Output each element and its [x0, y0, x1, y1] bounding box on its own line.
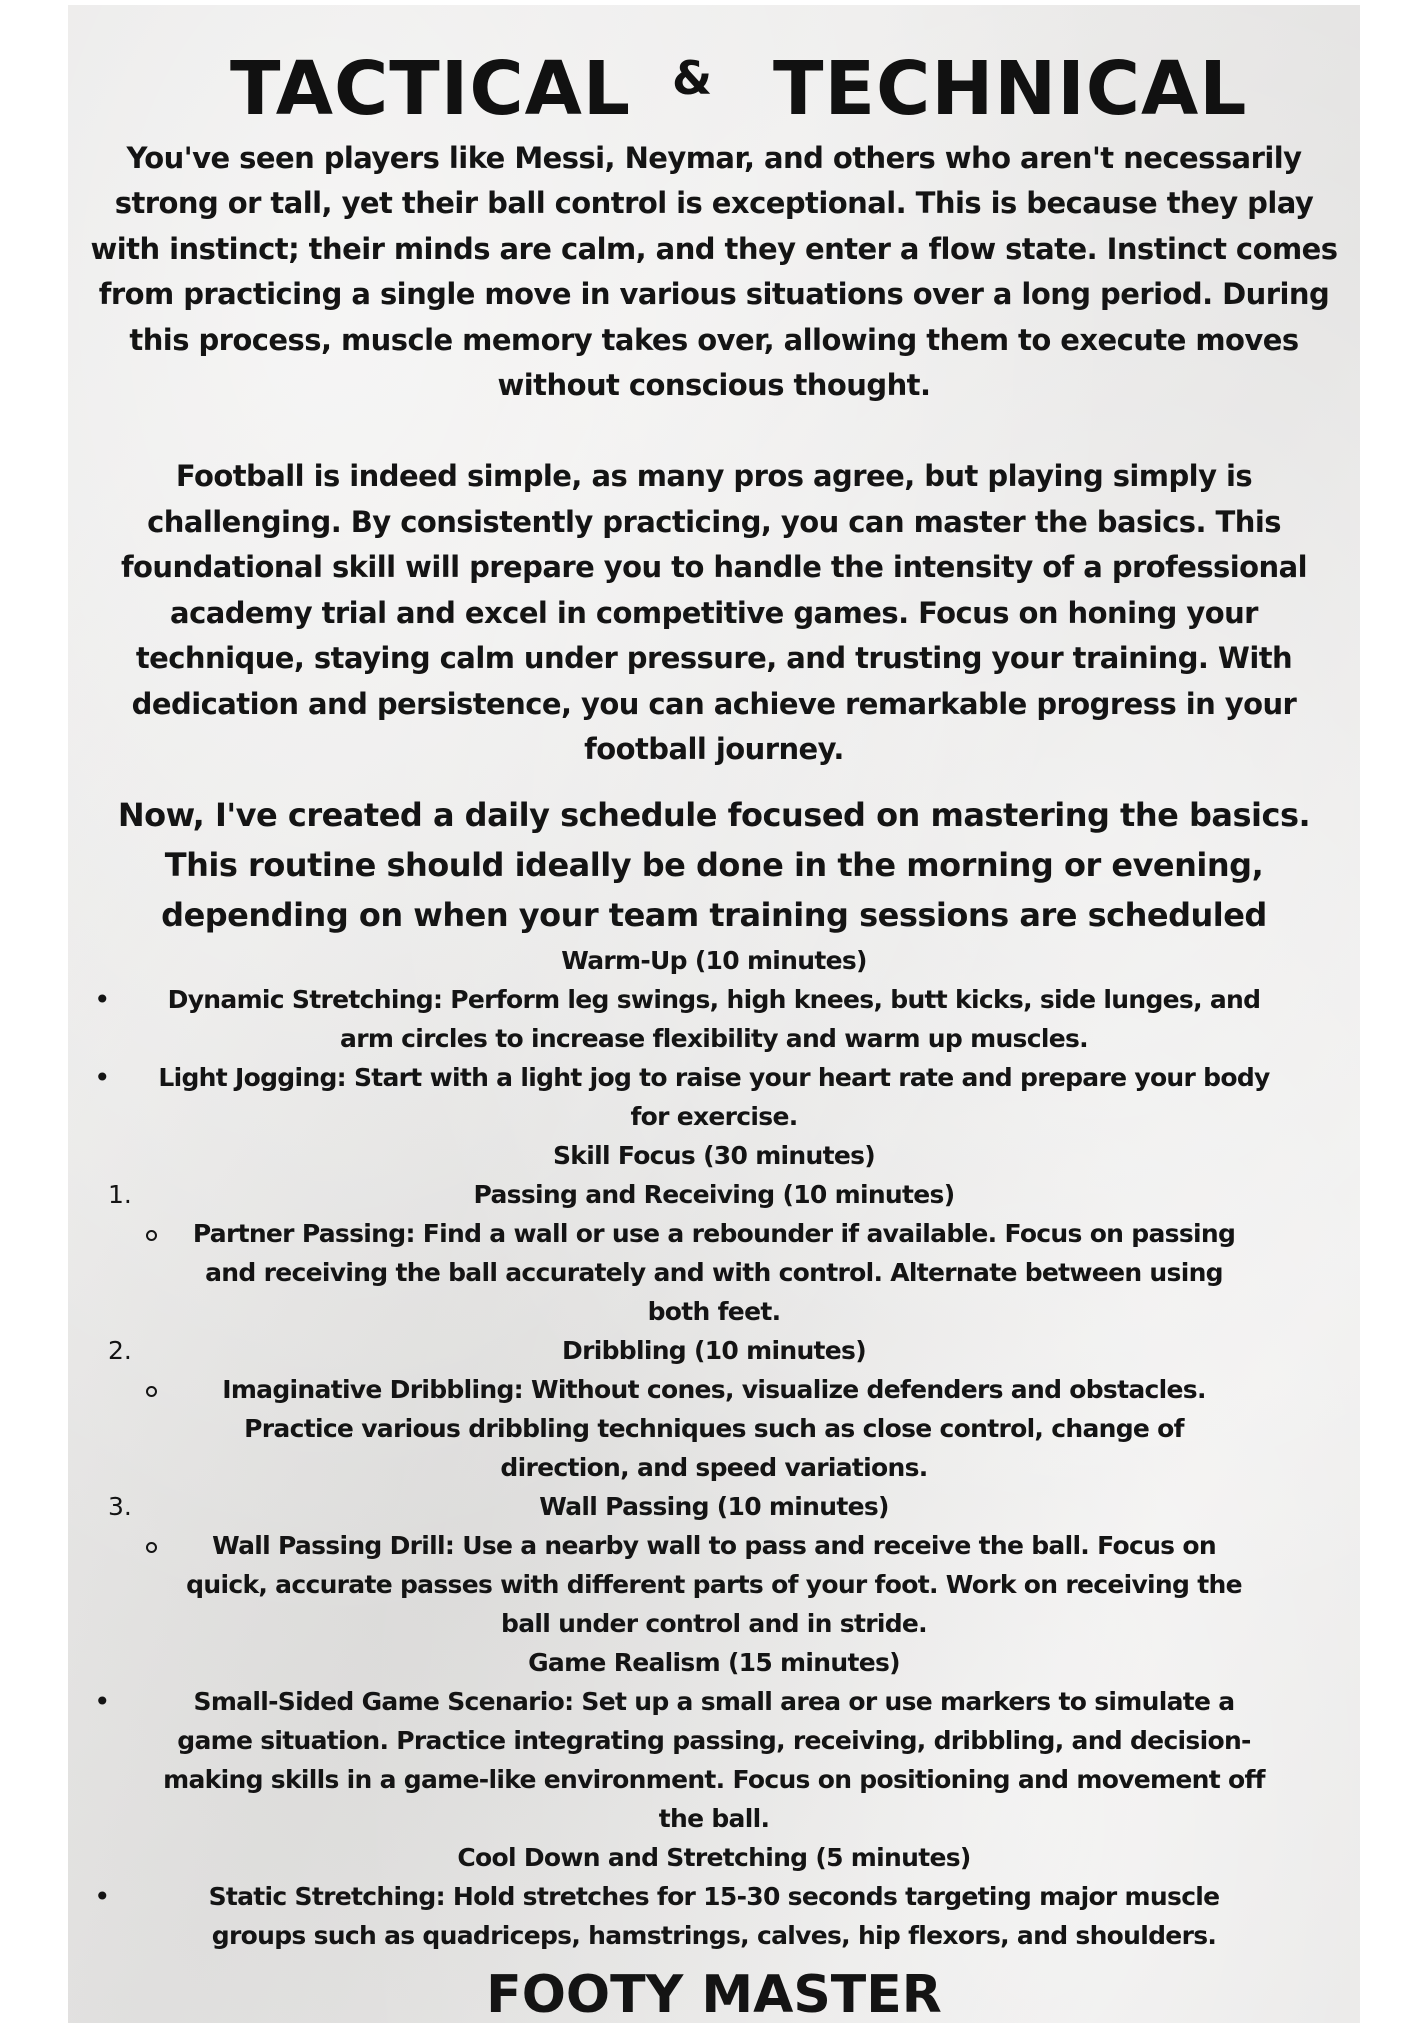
intro-line: with instinct; their minds are calm, and they enter a flow state. Instinct comes	[90, 232, 1338, 266]
skill-line: quick, accurate passes with different parts of your foot. Work on receiving the	[186, 1570, 1242, 1599]
intro-line: from practicing a single move in various situations over a long period. During	[98, 277, 1330, 311]
skill-line: and receiving the ball accurately and with control. Alternate between using	[205, 1258, 1223, 1287]
skill-line: ball under control and in stride.	[501, 1609, 927, 1638]
skill-subheading: Dribbling (10 minutes)	[562, 1336, 866, 1365]
game-line: making skills in a game-like environment. Focus on positioning and movement off	[163, 1765, 1265, 1794]
warmup-item-line: Light Jogging: Start with a light jog to raise your heart rate and prepare your body	[158, 1063, 1270, 1092]
skill-line: Wall Passing Drill: Use a nearby wall to pass and receive the ball. Focus on	[212, 1531, 1216, 1560]
warmup-item-line: for exercise.	[630, 1102, 798, 1131]
list-number: 3.	[108, 1492, 132, 1521]
intro-line: technique, staying calm under pressure, and trusting your training. With	[135, 641, 1293, 675]
intro-line: strong or tall, yet their ball control is exceptional. This is because they play	[114, 186, 1314, 220]
intro-line: Football is indeed simple, as many pros agree, but playing simply is	[175, 459, 1253, 493]
warmup-item-line: arm circles to increase flexibility and warm up muscles.	[340, 1024, 1088, 1053]
skill-subheading: Passing and Receiving (10 minutes)	[473, 1180, 955, 1209]
skill-line: both feet.	[647, 1297, 781, 1326]
intro-line: football journey.	[584, 732, 844, 766]
intro-line: academy trial and excel in competitive games. Focus on honing your	[170, 596, 1258, 630]
schedule-intro-line: This routine should ideally be done in the morning or evening,	[164, 846, 1264, 884]
game-line: game situation. Practice integrating passing, receiving, dribbling, and decision-	[177, 1726, 1251, 1755]
intro-line: challenging. By consistently practicing, you can master the basics. This	[147, 505, 1281, 539]
game-line: the ball.	[658, 1804, 770, 1833]
intro-line: dedication and persistence, you can achieve remarkable progress in your	[131, 687, 1297, 721]
game-heading: Game Realism (15 minutes)	[528, 1648, 900, 1677]
game-line: Small-Sided Game Scenario: Set up a small area or use markers to simulate a	[193, 1687, 1235, 1716]
schedule-intro-line: Now, I've created a daily schedule focused on mastering the basics.	[117, 796, 1311, 834]
bullet-icon: •	[94, 983, 111, 1016]
intro-line: foundational skill will prepare you to handle the intensity of a professional	[120, 550, 1308, 584]
title-technical: TECHNICAL	[773, 46, 1248, 132]
list-number: 2.	[108, 1336, 132, 1365]
title-tactical: TACTICAL	[230, 46, 632, 132]
footer-brand: FOOTY MASTER	[486, 1965, 942, 2023]
bullet-icon: •	[94, 1880, 111, 1913]
skill-heading: Skill Focus (30 minutes)	[552, 1141, 876, 1170]
page	[68, 5, 1360, 2023]
bullet-icon: •	[94, 1061, 111, 1094]
schedule-intro-line: depending on when your team training sessions are scheduled	[161, 896, 1267, 934]
title-ampersand: &	[672, 51, 713, 105]
skill-subheading: Wall Passing (10 minutes)	[539, 1492, 889, 1521]
cooldown-heading: Cool Down and Stretching (5 minutes)	[457, 1843, 971, 1872]
warmup-item-line: Dynamic Stretching: Perform leg swings, high knees, butt kicks, side lunges, and	[167, 985, 1261, 1014]
cooldown-line: groups such as quadriceps, hamstrings, calves, hip flexors, and shoulders.	[211, 1921, 1217, 1950]
intro-line: without conscious thought.	[497, 368, 931, 402]
skill-line: Partner Passing: Find a wall or use a rebounder if available. Focus on passing	[192, 1219, 1236, 1248]
bullet-icon: •	[94, 1685, 111, 1718]
skill-line: Imaginative Dribbling: Without cones, visualize defenders and obstacles.	[222, 1375, 1206, 1404]
cooldown-line: Static Stretching: Hold stretches for 15-30 seconds targeting major muscle	[208, 1882, 1220, 1911]
skill-line: Practice various dribbling techniques such as close control, change of	[244, 1414, 1184, 1443]
list-number: 1.	[108, 1180, 132, 1209]
intro-line: You've seen players like Messi, Neymar, and others who aren't necessarily	[126, 141, 1302, 175]
warmup-heading: Warm-Up (10 minutes)	[561, 946, 867, 975]
skill-line: direction, and speed variations.	[500, 1453, 928, 1482]
intro-line: this process, muscle memory takes over, allowing them to execute moves	[129, 323, 1299, 357]
